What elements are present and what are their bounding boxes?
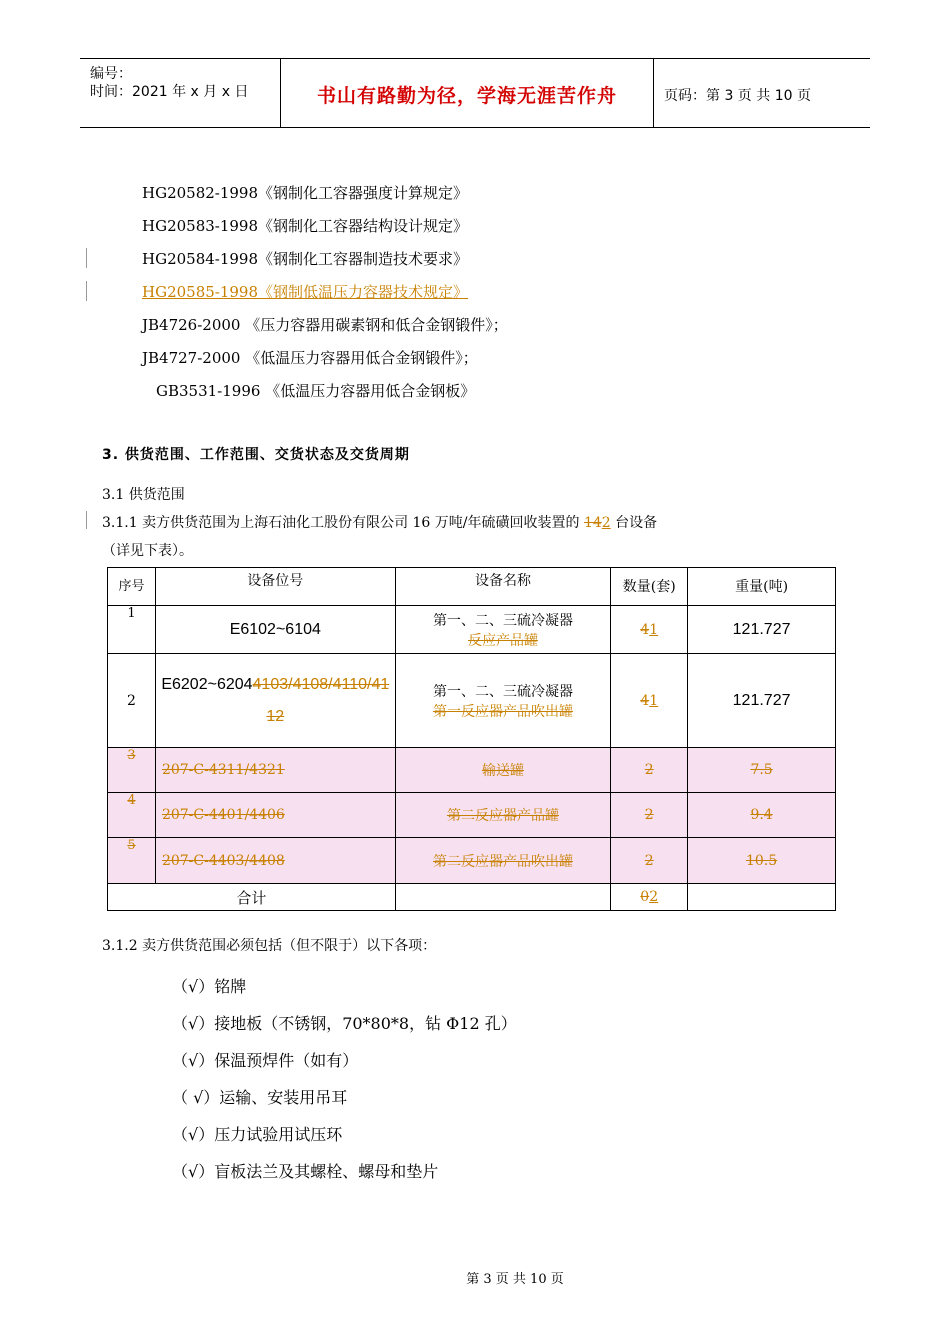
row-qty: 2	[611, 838, 688, 884]
doc-number-label: 编号：	[90, 66, 132, 82]
section-heading: 3. 供货范围、工作范围、交货状态及交货周期	[102, 447, 410, 463]
row-seq: 3	[108, 748, 156, 793]
deleted-text: 第一反应器产品吹出罐	[432, 703, 573, 720]
table-header-row	[108, 568, 836, 606]
header-qty: 数量(套)	[611, 568, 688, 606]
header-motto: 书山有路勤为径，学海无涯苦作舟	[316, 85, 617, 107]
subsection-heading: 3.1 供货范围	[102, 487, 185, 503]
deleted-text: 4	[640, 621, 650, 638]
table-row-deleted	[108, 838, 836, 884]
header-tag: 设备位号	[155, 568, 395, 606]
total-empty	[395, 884, 611, 911]
row-qty: 2	[611, 793, 688, 838]
total-qty	[611, 884, 688, 911]
standard-item: HG20582-1998《钢制化工容器强度计算规定》	[142, 184, 469, 202]
row-name	[395, 654, 611, 748]
row-name: 第二反应器产品罐	[395, 793, 611, 838]
standard-item: HG20584-1998《钢制化工容器制造技术要求》	[142, 250, 469, 268]
row-tag: 207-C-4403/4408	[155, 838, 395, 884]
row-weight: 121.727	[688, 606, 836, 654]
row-seq: 2	[108, 654, 156, 748]
page-header	[80, 58, 870, 128]
row-weight: 7.5	[688, 748, 836, 793]
paragraph-3-1-1	[102, 512, 657, 532]
standard-item: HG20583-1998《钢制化工容器结构设计规定》	[142, 217, 469, 235]
header-right-cell	[654, 59, 870, 127]
total-label: 合计	[108, 884, 396, 911]
standard-item: JB4727-2000 《低温压力容器用低合金钢锻件》；	[142, 349, 478, 367]
deleted-text: 反应产品罐	[467, 632, 538, 649]
table-row-deleted	[108, 793, 836, 838]
checklist-item: （√）压力试验用试压环	[172, 1125, 343, 1144]
standard-item-revised: HG20585-1998《钢制低温压力容器技术规定》	[142, 283, 469, 301]
row-seq: 1	[108, 606, 156, 654]
deleted-text: 4	[640, 692, 650, 709]
name-text: 第一、二、三硫冷凝器	[432, 683, 573, 700]
change-bar	[86, 248, 87, 268]
row-name	[395, 606, 611, 654]
table-row	[108, 654, 836, 748]
change-bar	[86, 511, 87, 529]
equipment-table	[107, 567, 836, 911]
row-seq: 4	[108, 793, 156, 838]
header-page-label: 页码：第 3 页 共 10 页	[664, 88, 811, 104]
row-tag: 207-C-4311/4321	[155, 748, 395, 793]
paragraph-3-1-2: 3.1.2 卖方供货范围必须包括（但不限于）以下各项：	[102, 938, 437, 954]
row-weight: 121.727	[688, 654, 836, 748]
header-left-cell	[80, 59, 281, 127]
row-name: 输送罐	[395, 748, 611, 793]
header-seq: 序号	[108, 568, 156, 606]
row-weight: 10.5	[688, 838, 836, 884]
deleted-text: 0	[640, 889, 650, 905]
deleted-text: 4103/4108/4110/4112	[252, 675, 390, 725]
row-tag	[155, 654, 395, 748]
page-footer: 第 3 页 共 10 页	[466, 1272, 564, 1287]
name-text: 第一、二、三硫冷凝器	[432, 612, 573, 629]
row-name: 第二反应器产品吹出罐	[395, 838, 611, 884]
checklist-item: （√）铭牌	[172, 977, 247, 996]
inserted-text: 1	[649, 692, 659, 709]
inserted-text: 2	[649, 889, 659, 905]
deleted-text: 14	[583, 515, 602, 531]
header-weight: 重量(吨)	[688, 568, 836, 606]
standard-item: JB4726-2000 《压力容器用碳素钢和低合金钢锻件》；	[142, 316, 508, 334]
standard-item: GB3531-1996 《低温压力容器用低合金钢板》	[156, 382, 476, 400]
inserted-text: 2	[601, 515, 611, 531]
checklist-item: （ √）运输、安装用吊耳	[172, 1088, 348, 1107]
tag-text: E6102~6104	[229, 620, 321, 638]
row-qty	[611, 606, 688, 654]
row-tag: 207-C-4401/4406	[155, 793, 395, 838]
table-total-row	[108, 884, 836, 911]
header-name: 设备名称	[395, 568, 611, 606]
inserted-text: 1	[649, 621, 659, 638]
tag-text: E6202~6204	[161, 675, 253, 693]
para-text: 3.1.1 卖方供货范围为上海石油化工股份有限公司 16 万吨/年硫磺回收装置的	[102, 515, 584, 531]
total-weight	[688, 884, 836, 911]
table-row	[108, 606, 836, 654]
checklist-item: （√）接地板（不锈钢，70*80*8，钻 Φ12 孔）	[172, 1014, 517, 1033]
table-row-deleted	[108, 748, 836, 793]
doc-date-label: 时间：2021 年 x 月 x 日	[90, 84, 249, 100]
checklist-item: （√）保温预焊件（如有）	[172, 1051, 359, 1070]
paragraph-3-1-1-line2: （详见下表）。	[102, 543, 193, 559]
row-qty	[611, 654, 688, 748]
header-center-cell	[281, 59, 654, 127]
checklist-item: （√）盲板法兰及其螺栓、螺母和垫片	[172, 1162, 439, 1181]
row-weight: 9.4	[688, 793, 836, 838]
change-bar	[86, 281, 87, 301]
row-seq: 5	[108, 838, 156, 884]
row-qty: 2	[611, 748, 688, 793]
para-text: 台设备	[610, 515, 658, 531]
row-tag	[155, 606, 395, 654]
